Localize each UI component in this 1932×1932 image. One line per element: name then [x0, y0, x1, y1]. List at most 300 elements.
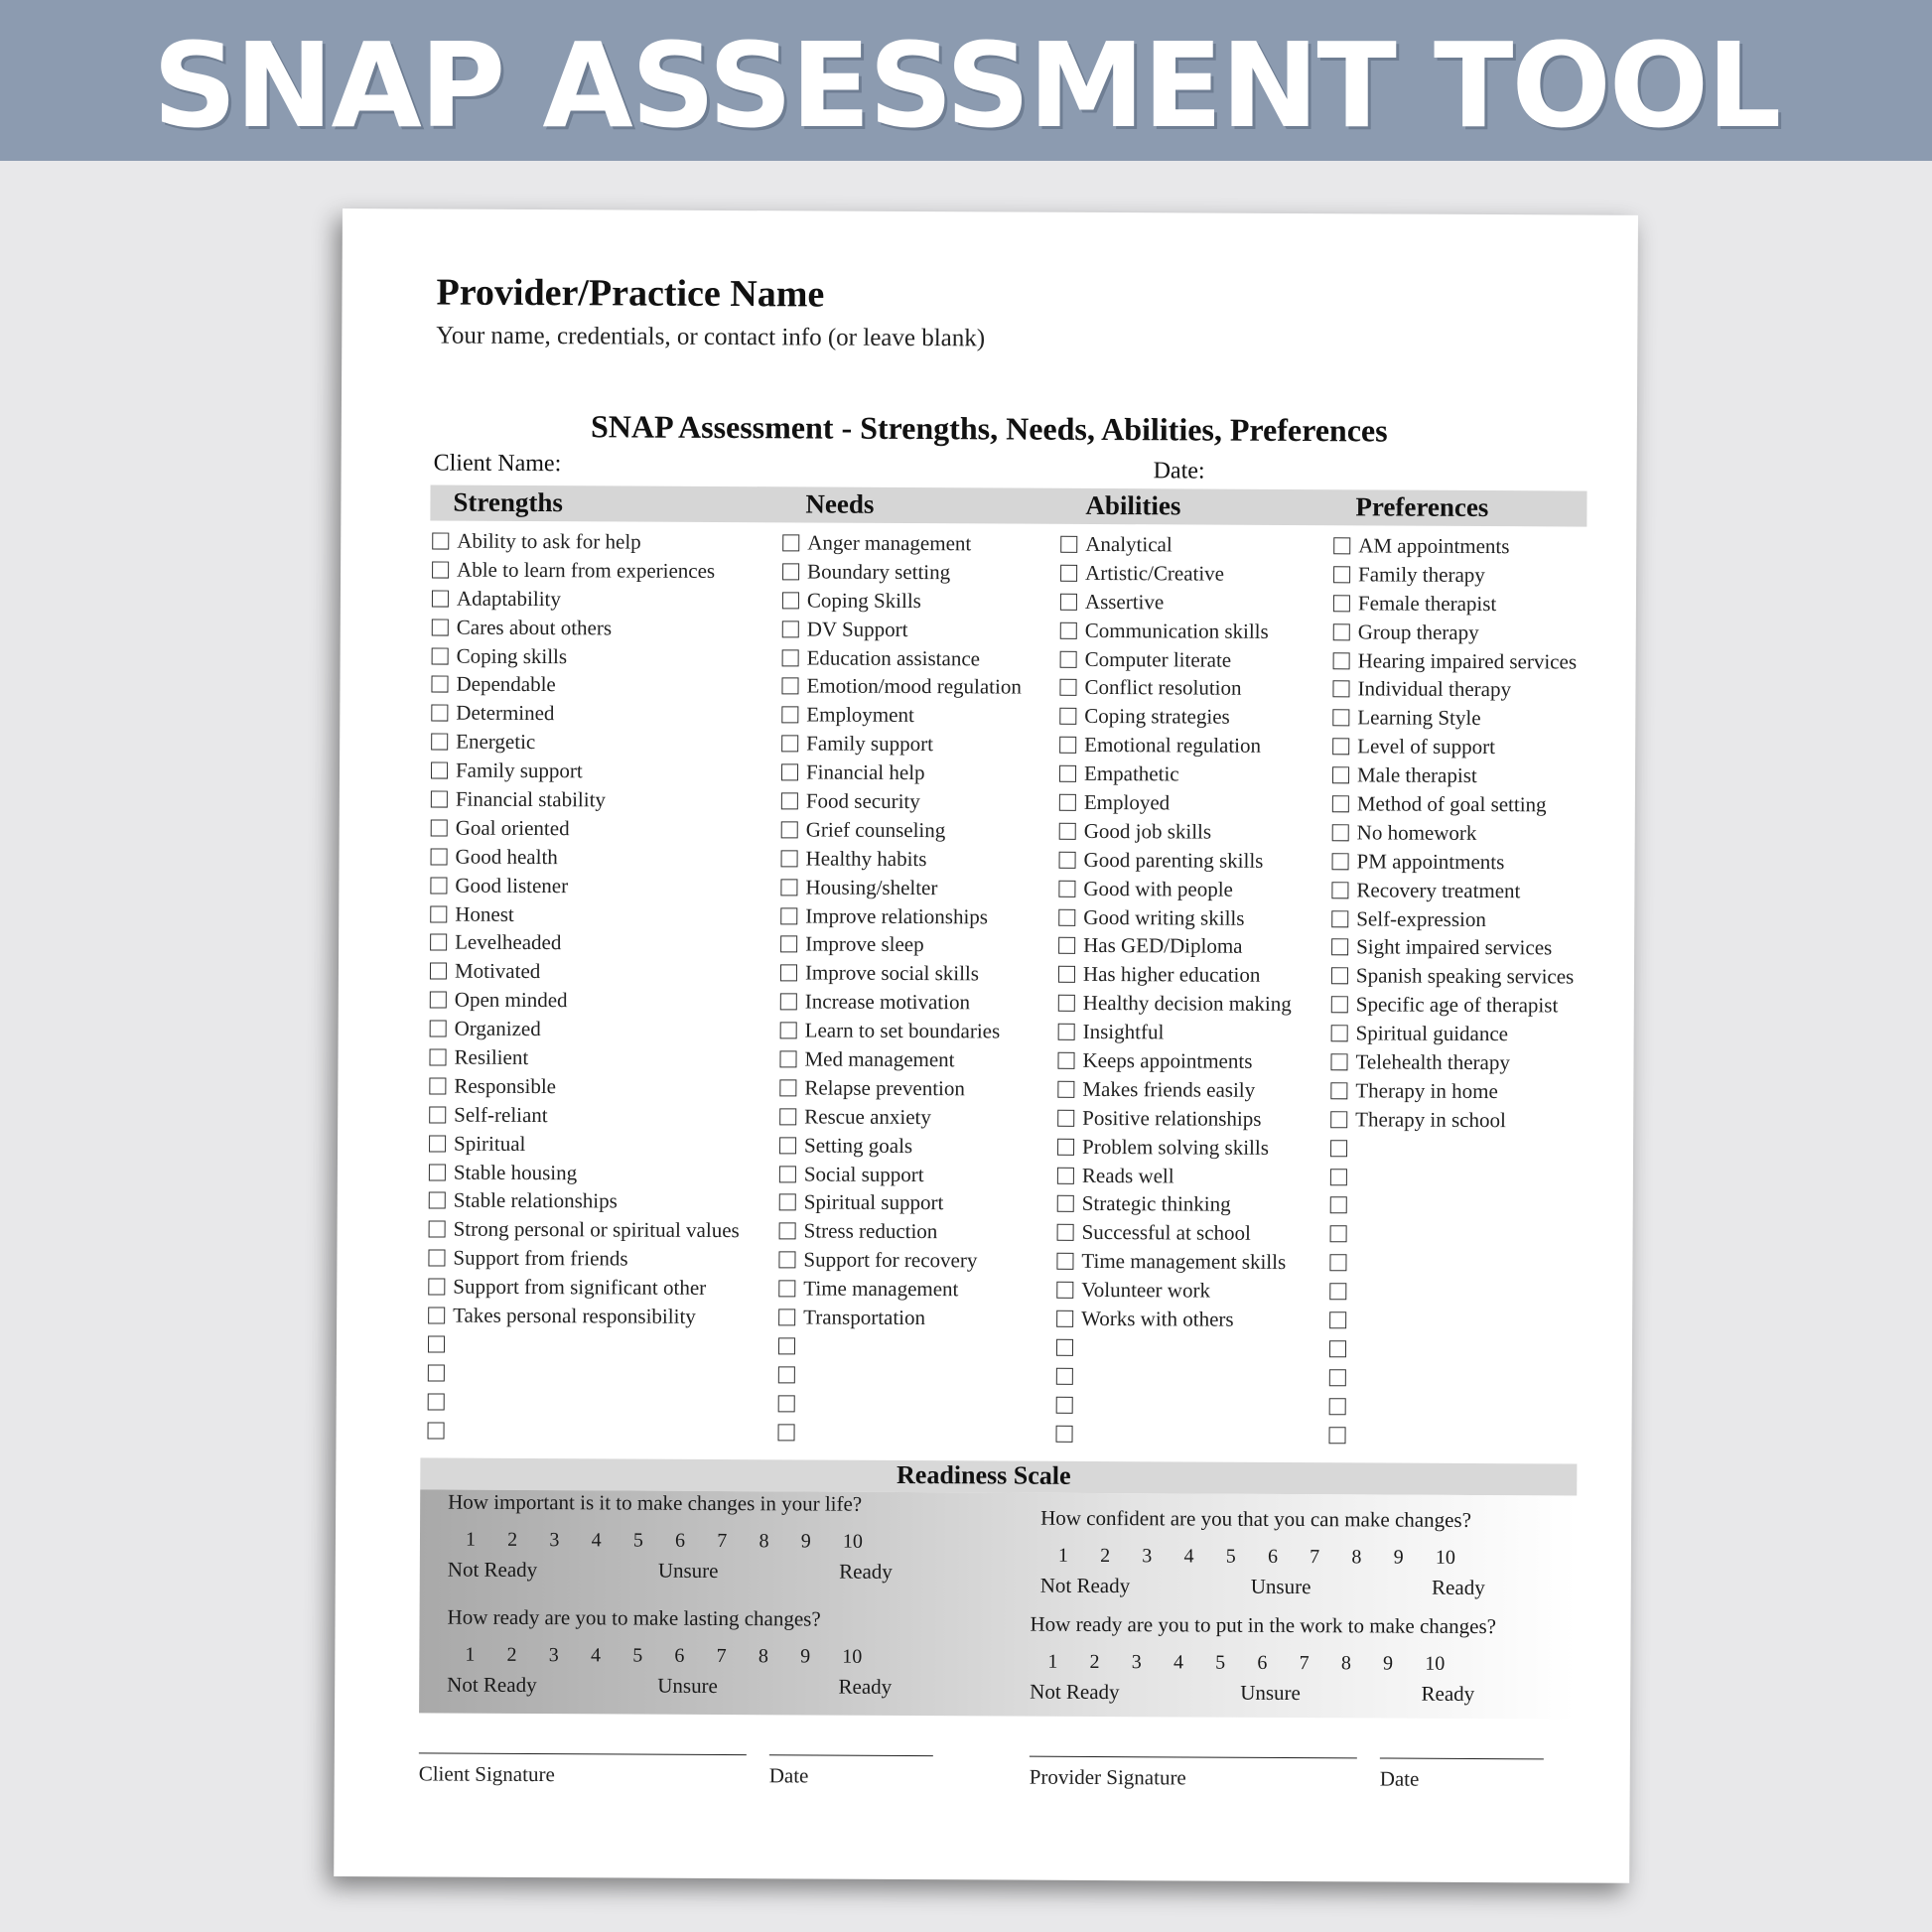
scale-number[interactable]: 3 [548, 1644, 559, 1667]
checkbox[interactable] [429, 1048, 446, 1065]
checklist-item[interactable] [432, 641, 743, 672]
checklist-item[interactable] [1057, 1104, 1291, 1134]
checklist-item[interactable] [1056, 1276, 1290, 1306]
scale-number[interactable]: 5 [1215, 1651, 1226, 1674]
checklist-item[interactable] [428, 1273, 739, 1304]
checklist-item[interactable] [1332, 818, 1577, 848]
checkbox[interactable] [431, 734, 448, 751]
checkbox[interactable] [429, 1192, 446, 1209]
checklist-item[interactable] [1057, 1218, 1291, 1248]
checklist-item[interactable] [1330, 1191, 1575, 1221]
checklist-item[interactable] [781, 815, 1022, 845]
checkbox[interactable] [1332, 681, 1349, 698]
scale-number[interactable]: 1 [1047, 1650, 1058, 1673]
checkbox[interactable] [1059, 765, 1076, 782]
checklist-item[interactable] [1057, 1161, 1291, 1190]
checkbox[interactable] [431, 676, 448, 693]
checkbox[interactable] [430, 877, 447, 894]
checkbox[interactable] [1332, 853, 1349, 870]
checklist-item[interactable] [1331, 876, 1576, 905]
scale-number[interactable]: 8 [1351, 1546, 1362, 1569]
checkbox[interactable] [1060, 594, 1077, 611]
checkbox[interactable] [1058, 1024, 1075, 1040]
checkbox[interactable] [1332, 710, 1349, 727]
checklist-item[interactable] [1329, 1334, 1574, 1364]
checklist-item[interactable] [431, 813, 742, 844]
checklist-item[interactable] [429, 1100, 740, 1131]
rating-scale[interactable] [1047, 1651, 1445, 1676]
checkbox[interactable] [1330, 1197, 1347, 1214]
checkbox[interactable] [428, 1422, 445, 1439]
checkbox[interactable] [781, 707, 798, 724]
checklist-item[interactable] [431, 670, 742, 701]
checklist-item[interactable] [428, 1387, 739, 1418]
checkbox[interactable] [782, 621, 799, 637]
checklist-item[interactable] [1059, 788, 1293, 818]
scale-number[interactable]: 6 [675, 1529, 686, 1552]
scale-number[interactable]: 7 [717, 1529, 728, 1553]
checklist-item[interactable] [1055, 1419, 1289, 1449]
checklist-item[interactable] [781, 701, 1022, 731]
scale-number[interactable]: 8 [1340, 1652, 1351, 1675]
checklist-item[interactable] [778, 1303, 1019, 1332]
checkbox[interactable] [779, 1166, 796, 1182]
client-signature-field[interactable] [419, 1752, 747, 1788]
checklist-item[interactable] [429, 1043, 740, 1074]
checkbox[interactable] [778, 1366, 795, 1383]
checkbox[interactable] [1333, 566, 1350, 583]
checklist-item[interactable] [431, 842, 742, 873]
checklist-item[interactable] [1333, 531, 1578, 561]
checklist-item[interactable] [780, 959, 1021, 989]
checklist-item[interactable] [778, 1274, 1019, 1304]
checklist-item[interactable] [1056, 1362, 1290, 1392]
checklist-item[interactable] [1332, 732, 1577, 761]
scale-number[interactable]: 9 [1383, 1652, 1394, 1675]
rating-scale[interactable] [466, 1529, 863, 1554]
checklist-item[interactable] [1056, 1247, 1290, 1277]
checkbox[interactable] [1057, 1138, 1074, 1155]
checklist-item[interactable] [1058, 989, 1292, 1019]
checklist-item[interactable] [780, 901, 1021, 931]
checklist-item[interactable] [780, 988, 1021, 1018]
checkbox[interactable] [1333, 595, 1350, 612]
checklist-item[interactable] [429, 1071, 740, 1102]
checklist-item[interactable] [1056, 1333, 1290, 1363]
checkbox[interactable] [429, 1164, 446, 1180]
checkbox[interactable] [782, 563, 799, 580]
checklist-item[interactable] [782, 528, 1023, 558]
checkbox[interactable] [1057, 1224, 1074, 1241]
scale-number[interactable]: 7 [1299, 1652, 1310, 1675]
checkbox[interactable] [1057, 1110, 1074, 1127]
checkbox[interactable] [1329, 1254, 1346, 1271]
checklist-item[interactable] [427, 1416, 738, 1447]
checkbox[interactable] [1056, 1253, 1073, 1270]
checkbox[interactable] [1331, 939, 1348, 956]
scale-number[interactable]: 10 [1425, 1652, 1446, 1675]
checklist-item[interactable] [1057, 1189, 1291, 1219]
checklist-item[interactable] [1333, 618, 1578, 647]
checklist-item[interactable] [428, 1244, 739, 1275]
checkbox[interactable] [779, 1194, 796, 1211]
checklist-item[interactable] [779, 1131, 1020, 1161]
checkbox[interactable] [1329, 1283, 1346, 1300]
checklist-item[interactable] [1059, 731, 1293, 760]
checkbox[interactable] [1056, 1368, 1073, 1385]
checkbox[interactable] [778, 1337, 795, 1354]
checklist-item[interactable] [779, 1102, 1020, 1132]
checkbox[interactable] [431, 705, 448, 722]
checklist-item[interactable] [779, 1044, 1020, 1074]
checkbox[interactable] [1332, 738, 1349, 755]
checkbox[interactable] [1056, 1282, 1073, 1299]
checkbox[interactable] [431, 762, 448, 779]
checkbox[interactable] [779, 1050, 796, 1067]
checkbox[interactable] [1059, 852, 1076, 869]
checklist-item[interactable] [781, 844, 1022, 874]
checklist-item[interactable] [1058, 960, 1292, 990]
checklist-item[interactable] [1058, 902, 1292, 932]
scale-number[interactable]: 2 [507, 1528, 518, 1551]
checklist-item[interactable] [1060, 559, 1294, 589]
checkbox[interactable] [432, 647, 449, 664]
checkbox[interactable] [429, 1221, 446, 1238]
scale-number[interactable]: 4 [591, 1529, 602, 1552]
checkbox[interactable] [1059, 679, 1076, 696]
scale-number[interactable]: 2 [1100, 1545, 1111, 1568]
checkbox[interactable] [778, 1309, 795, 1325]
checklist-item[interactable] [1329, 1363, 1574, 1393]
scale-number[interactable]: 10 [842, 1645, 863, 1668]
scale-number[interactable]: 3 [1142, 1545, 1153, 1568]
scale-number[interactable]: 6 [1257, 1651, 1268, 1674]
checkbox[interactable] [1333, 652, 1350, 669]
checkbox[interactable] [1329, 1369, 1346, 1386]
checklist-item[interactable] [431, 699, 742, 730]
provider-signature-field[interactable] [1030, 1756, 1357, 1792]
checklist-item[interactable] [1330, 1163, 1575, 1192]
checklist-item[interactable] [781, 672, 1022, 702]
checkbox[interactable] [778, 1424, 795, 1441]
checklist-item[interactable] [1330, 1076, 1575, 1106]
scale-number[interactable]: 3 [549, 1529, 560, 1552]
scale-number[interactable]: 9 [800, 1645, 811, 1668]
checklist-item[interactable] [778, 1360, 1019, 1390]
checkbox[interactable] [779, 1079, 796, 1096]
checkbox[interactable] [1330, 1226, 1347, 1243]
checkbox[interactable] [1330, 1169, 1347, 1185]
checkbox[interactable] [782, 534, 799, 551]
checkbox[interactable] [429, 1077, 446, 1094]
checkbox[interactable] [1058, 880, 1075, 897]
checklist-item[interactable] [428, 1329, 739, 1360]
checkbox[interactable] [778, 1280, 795, 1297]
checkbox[interactable] [1057, 1167, 1074, 1183]
checkbox[interactable] [430, 905, 447, 922]
checklist-item[interactable] [1057, 1075, 1291, 1105]
scale-number[interactable]: 8 [758, 1645, 768, 1668]
checkbox[interactable] [1332, 824, 1349, 841]
checklist-item[interactable] [430, 928, 741, 959]
checkbox[interactable] [1056, 1311, 1073, 1327]
checklist-item[interactable] [780, 930, 1021, 960]
checkbox[interactable] [782, 649, 799, 666]
checklist-item[interactable] [432, 613, 743, 643]
checkbox[interactable] [432, 590, 449, 607]
checklist-item[interactable] [1332, 789, 1577, 819]
scale-number[interactable]: 7 [716, 1644, 727, 1668]
checklist-item[interactable] [1056, 1390, 1290, 1420]
checklist-item[interactable] [1059, 673, 1293, 703]
checkbox[interactable] [429, 1106, 446, 1123]
checkbox[interactable] [781, 735, 798, 752]
checklist-item[interactable] [1058, 931, 1292, 961]
checklist-item[interactable] [1331, 990, 1576, 1020]
checklist-item[interactable] [429, 1158, 740, 1188]
scale-number[interactable]: 9 [800, 1530, 811, 1553]
rating-scale[interactable] [465, 1644, 862, 1669]
checkbox[interactable] [781, 763, 798, 780]
checklist-item[interactable] [778, 1331, 1019, 1361]
checklist-item[interactable] [1329, 1392, 1574, 1422]
checkbox[interactable] [1057, 1081, 1074, 1098]
checklist-item[interactable] [430, 957, 741, 988]
checklist-item[interactable] [1330, 1220, 1575, 1250]
checkbox[interactable] [780, 1022, 797, 1038]
scale-number[interactable]: 1 [1057, 1544, 1068, 1567]
checklist-item[interactable] [1331, 962, 1576, 992]
checklist-item[interactable] [781, 786, 1022, 816]
checkbox[interactable] [1329, 1427, 1346, 1444]
checklist-item[interactable] [428, 1358, 739, 1389]
checklist-item[interactable] [781, 730, 1022, 759]
checkbox[interactable] [778, 1395, 795, 1412]
checklist-item[interactable] [1057, 1046, 1291, 1076]
checkbox[interactable] [780, 936, 797, 953]
checklist-item[interactable] [1333, 589, 1578, 619]
checkbox[interactable] [778, 1252, 795, 1269]
checkbox[interactable] [432, 532, 449, 549]
checklist-item[interactable] [780, 1016, 1021, 1045]
checkbox[interactable] [1331, 996, 1348, 1013]
checklist-item[interactable] [1060, 530, 1294, 560]
scale-number[interactable]: 4 [1183, 1545, 1194, 1568]
checklist-item[interactable] [1332, 760, 1577, 790]
scale-number[interactable]: 1 [465, 1643, 476, 1666]
checkbox[interactable] [1331, 882, 1348, 898]
checklist-item[interactable] [782, 557, 1023, 587]
checklist-item[interactable] [1058, 1018, 1292, 1047]
checklist-item[interactable] [1060, 588, 1294, 618]
scale-number[interactable]: 5 [632, 1644, 643, 1667]
checkbox[interactable] [1329, 1398, 1346, 1415]
scale-number[interactable]: 7 [1310, 1546, 1320, 1569]
scale-number[interactable]: 10 [1435, 1546, 1455, 1569]
checkbox[interactable] [431, 848, 448, 865]
checkbox[interactable] [1330, 1111, 1347, 1128]
checkbox[interactable] [780, 994, 797, 1011]
checklist-item[interactable] [1330, 1047, 1575, 1077]
checklist-item[interactable] [431, 728, 742, 759]
checklist-item[interactable] [782, 643, 1023, 673]
checklist-item[interactable] [1060, 616, 1294, 645]
scale-number[interactable]: 5 [1225, 1545, 1236, 1568]
checkbox[interactable] [1333, 537, 1350, 554]
checkbox[interactable] [1330, 1053, 1347, 1070]
checklist-item[interactable] [429, 1215, 740, 1246]
checklist-item[interactable] [1329, 1277, 1574, 1307]
checkbox[interactable] [432, 619, 449, 635]
checkbox[interactable] [1057, 1195, 1074, 1212]
checklist-item[interactable] [779, 1073, 1020, 1103]
checklist-item[interactable] [1331, 904, 1576, 934]
checklist-item[interactable] [1058, 846, 1292, 876]
checklist-item[interactable] [1057, 1132, 1291, 1162]
checkbox[interactable] [1059, 794, 1076, 811]
checkbox[interactable] [1332, 795, 1349, 812]
checkbox[interactable] [430, 934, 447, 951]
checkbox[interactable] [781, 678, 798, 695]
checkbox[interactable] [1060, 650, 1077, 667]
scale-number[interactable]: 8 [759, 1530, 769, 1553]
checklist-item[interactable] [1331, 933, 1576, 963]
checkbox[interactable] [1058, 908, 1075, 925]
scale-number[interactable]: 4 [590, 1644, 602, 1667]
checkbox[interactable] [1058, 995, 1075, 1012]
checklist-item[interactable] [431, 784, 742, 815]
scale-number[interactable]: 6 [1267, 1545, 1279, 1568]
checklist-item[interactable] [1331, 1019, 1576, 1048]
checklist-item[interactable] [1058, 874, 1292, 903]
checklist-item[interactable] [778, 1246, 1019, 1276]
checkbox[interactable] [1059, 708, 1076, 725]
checkbox[interactable] [430, 1021, 447, 1037]
checklist-item[interactable] [1330, 1105, 1575, 1135]
checklist-item[interactable] [779, 1188, 1020, 1218]
scale-number[interactable]: 9 [1393, 1546, 1404, 1569]
checkbox[interactable] [1056, 1396, 1073, 1413]
checkbox[interactable] [1060, 565, 1077, 582]
checkbox[interactable] [428, 1279, 445, 1296]
scale-number[interactable]: 2 [1089, 1650, 1100, 1674]
provider-date-field[interactable] [1380, 1757, 1544, 1792]
checkbox[interactable] [781, 792, 798, 809]
checkbox[interactable] [1332, 766, 1349, 783]
checklist-item[interactable] [430, 899, 741, 930]
scale-number[interactable]: 3 [1131, 1651, 1142, 1674]
checkbox[interactable] [428, 1335, 445, 1352]
checklist-item[interactable] [1059, 702, 1293, 732]
checkbox[interactable] [1331, 910, 1348, 927]
checklist-item[interactable] [782, 586, 1023, 616]
checkbox[interactable] [1059, 737, 1076, 754]
checkbox[interactable] [1056, 1425, 1073, 1442]
checklist-item[interactable] [432, 555, 743, 586]
checkbox[interactable] [432, 561, 449, 578]
checklist-item[interactable] [779, 1217, 1020, 1247]
checklist-item[interactable] [429, 1129, 740, 1160]
checklist-item[interactable] [777, 1418, 1018, 1448]
checkbox[interactable] [430, 992, 447, 1009]
checkbox[interactable] [781, 850, 798, 867]
checkbox[interactable] [780, 879, 797, 896]
checkbox[interactable] [1331, 968, 1348, 985]
checkbox[interactable] [781, 821, 798, 838]
checkbox[interactable] [430, 963, 447, 980]
checklist-item[interactable] [1060, 644, 1294, 674]
checklist-item[interactable] [430, 986, 741, 1017]
checklist-item[interactable] [430, 871, 741, 901]
checklist-item[interactable] [432, 526, 743, 557]
checkbox[interactable] [428, 1250, 445, 1267]
checkbox[interactable] [1329, 1311, 1346, 1328]
checkbox[interactable] [1057, 1052, 1074, 1069]
checkbox[interactable] [1329, 1340, 1346, 1357]
checkbox[interactable] [428, 1393, 445, 1410]
checkbox[interactable] [428, 1307, 445, 1323]
checklist-item[interactable] [1331, 847, 1576, 877]
checklist-item[interactable] [781, 758, 1022, 787]
checklist-item[interactable] [1333, 560, 1578, 590]
checkbox[interactable] [1330, 1140, 1347, 1157]
checklist-item[interactable] [1330, 1134, 1575, 1164]
checkbox[interactable] [428, 1364, 445, 1381]
checklist-item[interactable] [1333, 646, 1578, 676]
checklist-item[interactable] [1059, 759, 1293, 789]
checkbox[interactable] [779, 1108, 796, 1125]
checklist-item[interactable] [1059, 817, 1293, 847]
checkbox[interactable] [1060, 621, 1077, 638]
checklist-item[interactable] [428, 1302, 739, 1332]
checklist-item[interactable] [780, 873, 1021, 902]
checklist-item[interactable] [1328, 1421, 1573, 1450]
rating-scale[interactable] [1058, 1545, 1455, 1570]
checklist-item[interactable] [1329, 1306, 1574, 1335]
checkbox[interactable] [429, 1135, 446, 1152]
checkbox[interactable] [779, 1223, 796, 1240]
checklist-item[interactable] [782, 615, 1023, 644]
scale-number[interactable]: 10 [842, 1530, 864, 1553]
checkbox[interactable] [1058, 937, 1075, 954]
checkbox[interactable] [1333, 623, 1350, 640]
checkbox[interactable] [780, 965, 797, 982]
scale-number[interactable]: 6 [674, 1644, 685, 1667]
checkbox[interactable] [1056, 1339, 1073, 1356]
checklist-item[interactable] [778, 1389, 1019, 1419]
checklist-item[interactable] [430, 1015, 741, 1045]
client-date-field[interactable] [769, 1754, 933, 1789]
checkbox[interactable] [431, 790, 448, 807]
scale-number[interactable]: 1 [465, 1528, 477, 1551]
checkbox[interactable] [780, 907, 797, 924]
scale-number[interactable]: 4 [1173, 1651, 1184, 1674]
checklist-item[interactable] [429, 1186, 740, 1217]
checklist-item[interactable] [1332, 704, 1577, 734]
checkbox[interactable] [1331, 1025, 1348, 1041]
checklist-item[interactable] [431, 757, 742, 787]
checkbox[interactable] [431, 819, 448, 836]
checklist-item[interactable] [1329, 1248, 1574, 1278]
checkbox[interactable] [779, 1137, 796, 1154]
checkbox[interactable] [1059, 823, 1076, 840]
checklist-item[interactable] [1056, 1305, 1290, 1334]
checklist-item[interactable] [1332, 675, 1577, 705]
checklist-item[interactable] [432, 584, 743, 615]
checkbox[interactable] [1058, 966, 1075, 983]
scale-number[interactable]: 5 [632, 1529, 643, 1552]
checkbox[interactable] [1060, 536, 1077, 553]
